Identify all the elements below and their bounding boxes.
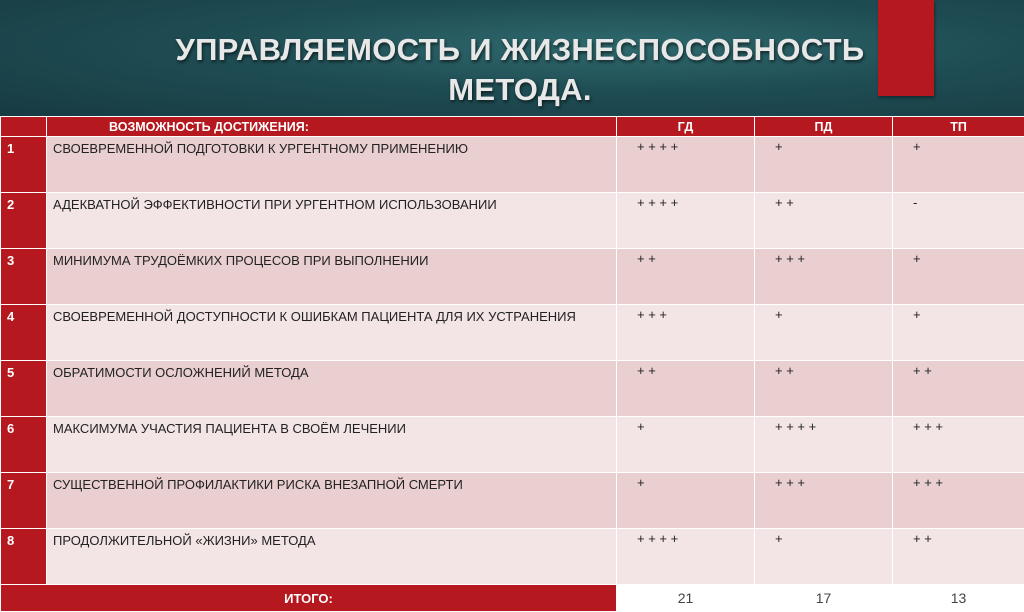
total-label: ИТОГО: xyxy=(1,585,617,612)
row-gd-value: + + + + xyxy=(617,529,755,585)
row-pd-value: + + xyxy=(755,193,893,249)
row-pd-value: + xyxy=(755,305,893,361)
table-row xyxy=(1,193,1024,249)
header-criterion: ВОЗМОЖНОСТЬ ДОСТИЖЕНИЯ: xyxy=(47,117,617,137)
row-tp-value: + + + xyxy=(893,417,1024,473)
header-tp: ТП xyxy=(893,117,1024,137)
table-header-row xyxy=(1,117,1024,137)
row-criterion: СУЩЕСТВЕННОЙ ПРОФИЛАКТИКИ РИСКА ВНЕЗАПНОЙ СМЕРТИ xyxy=(47,473,617,529)
title-banner xyxy=(0,0,1024,116)
total-tp: 13 xyxy=(893,585,1024,612)
header-gd: ГД xyxy=(617,117,755,137)
row-number: 8 xyxy=(1,529,47,585)
comparison-table xyxy=(0,116,1024,612)
row-criterion: АДЕКВАТНОЙ ЭФФЕКТИВНОСТИ ПРИ УРГЕНТНОМ ИСПОЛЬЗОВАНИИ xyxy=(47,193,617,249)
row-criterion: ПРОДОЛЖИТЕЛЬНОЙ «ЖИЗНИ» МЕТОДА xyxy=(47,529,617,585)
header-num-cell xyxy=(1,117,47,137)
row-pd-value: + xyxy=(755,529,893,585)
table-row xyxy=(1,473,1024,529)
row-criterion: СВОЕВРЕМЕННОЙ ДОСТУПНОСТИ К ОШИБКАМ ПАЦИЕНТА ДЛЯ ИХ УСТРАНЕНИЯ xyxy=(47,305,617,361)
row-pd-value: + + xyxy=(755,361,893,417)
table-row xyxy=(1,137,1024,193)
header-pd: ПД xyxy=(755,117,893,137)
row-tp-value: + xyxy=(893,305,1024,361)
row-pd-value: + + + + xyxy=(755,417,893,473)
row-tp-value: + + xyxy=(893,529,1024,585)
row-number: 7 xyxy=(1,473,47,529)
page-title xyxy=(100,30,940,110)
table-row xyxy=(1,249,1024,305)
row-number: 5 xyxy=(1,361,47,417)
page-title-line-2: МЕТОДА. xyxy=(100,70,940,110)
row-criterion: ОБРАТИМОСТИ ОСЛОЖНЕНИЙ МЕТОДА xyxy=(47,361,617,417)
page-title-line-1: УПРАВЛЯЕМОСТЬ И ЖИЗНЕСПОСОБНОСТЬ xyxy=(100,30,940,70)
row-gd-value: + xyxy=(617,417,755,473)
row-gd-value: + + xyxy=(617,249,755,305)
row-number: 6 xyxy=(1,417,47,473)
row-gd-value: + + + + xyxy=(617,137,755,193)
row-tp-value: + xyxy=(893,249,1024,305)
table-row xyxy=(1,305,1024,361)
row-pd-value: + xyxy=(755,137,893,193)
row-tp-value: + xyxy=(893,137,1024,193)
total-pd: 17 xyxy=(755,585,893,612)
table-row xyxy=(1,361,1024,417)
row-number: 1 xyxy=(1,137,47,193)
row-criterion: СВОЕВРЕМЕННОЙ ПОДГОТОВКИ К УРГЕНТНОМУ ПРИМЕНЕНИЮ xyxy=(47,137,617,193)
row-tp-value: + + xyxy=(893,361,1024,417)
row-number: 3 xyxy=(1,249,47,305)
row-tp-value: - xyxy=(893,193,1024,249)
row-pd-value: + + + xyxy=(755,473,893,529)
total-gd: 21 xyxy=(617,585,755,612)
table-row xyxy=(1,529,1024,585)
row-gd-value: + + + xyxy=(617,305,755,361)
row-gd-value: + + + + xyxy=(617,193,755,249)
row-gd-value: + + xyxy=(617,361,755,417)
row-number: 4 xyxy=(1,305,47,361)
table-row xyxy=(1,417,1024,473)
row-number: 2 xyxy=(1,193,47,249)
row-criterion: МАКСИМУМА УЧАСТИЯ ПАЦИЕНТА В СВОЁМ ЛЕЧЕНИИ xyxy=(47,417,617,473)
row-pd-value: + + + xyxy=(755,249,893,305)
row-gd-value: + xyxy=(617,473,755,529)
total-row xyxy=(1,585,1024,612)
row-criterion: МИНИМУМА ТРУДОЁМКИХ ПРОЦЕСОВ ПРИ ВЫПОЛНЕНИИ xyxy=(47,249,617,305)
row-tp-value: + + + xyxy=(893,473,1024,529)
